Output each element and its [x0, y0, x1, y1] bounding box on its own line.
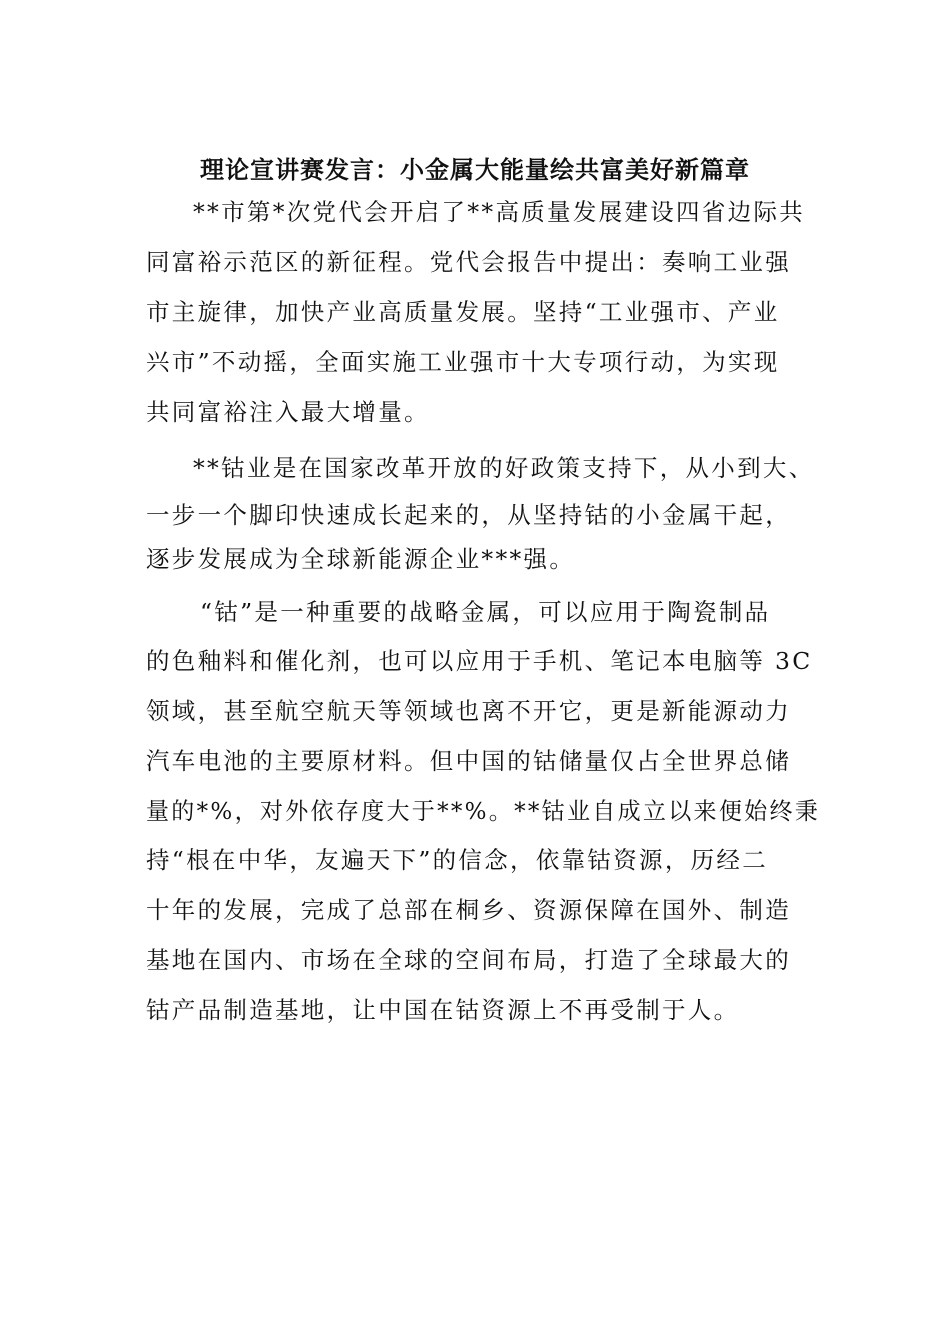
paragraph-line: 逐步发展成为全球新能源企业***强。 [146, 545, 576, 573]
paragraph-line: 同富裕示范区的新征程。党代会报告中提出：奏响工业强 [146, 248, 791, 276]
paragraph-line: 基地在国内、市场在全球的空间布局，打造了全球最大的 [146, 946, 791, 974]
paragraph-line: 共同富裕注入最大增量。 [146, 398, 430, 426]
paragraph-line: 持“根在中华，友遍天下”的信念，依靠钴资源，历经二 [146, 846, 769, 874]
paragraph-line: 一步一个脚印快速成长起来的，从坚持钴的小金属干起， [146, 501, 791, 529]
paragraph-line: 兴市”不动摇，全面实施工业强市十大专项行动，为实现 [146, 348, 780, 376]
paragraph-line: 量的*%，对外依存度大于**%。**钴业自成立以来便始终秉 [146, 797, 821, 825]
paragraph-line: 十年的发展，完成了总部在桐乡、资源保障在国外、制造 [146, 896, 791, 924]
paragraph-line: 领域，甚至航空航天等领域也离不开它，更是新能源动力 [146, 697, 791, 725]
paragraph-line: **市第*次党代会开启了**高质量发展建设四省边际共 [193, 198, 806, 226]
paragraph-line: 钴产品制造基地，让中国在钴资源上不再受制于人。 [146, 996, 740, 1024]
paragraph-line: **钴业是在国家改革开放的好政策支持下，从小到大、 [193, 454, 815, 482]
paragraph-line: 汽车电池的主要原材料。但中国的钴储量仅占全世界总储 [146, 747, 791, 775]
paragraph-line: “钴”是一种重要的战略金属，可以应用于陶瓷制品 [200, 598, 771, 626]
document-title: 理论宣讲赛发言：小金属大能量绘共富美好新篇章 [200, 156, 750, 184]
paragraph-line: 市主旋律，加快产业高质量发展。坚持“工业强市、产业 [146, 298, 780, 326]
paragraph-line: 的色釉料和催化剂，也可以应用于手机、笔记本电脑等 3C [146, 647, 813, 675]
